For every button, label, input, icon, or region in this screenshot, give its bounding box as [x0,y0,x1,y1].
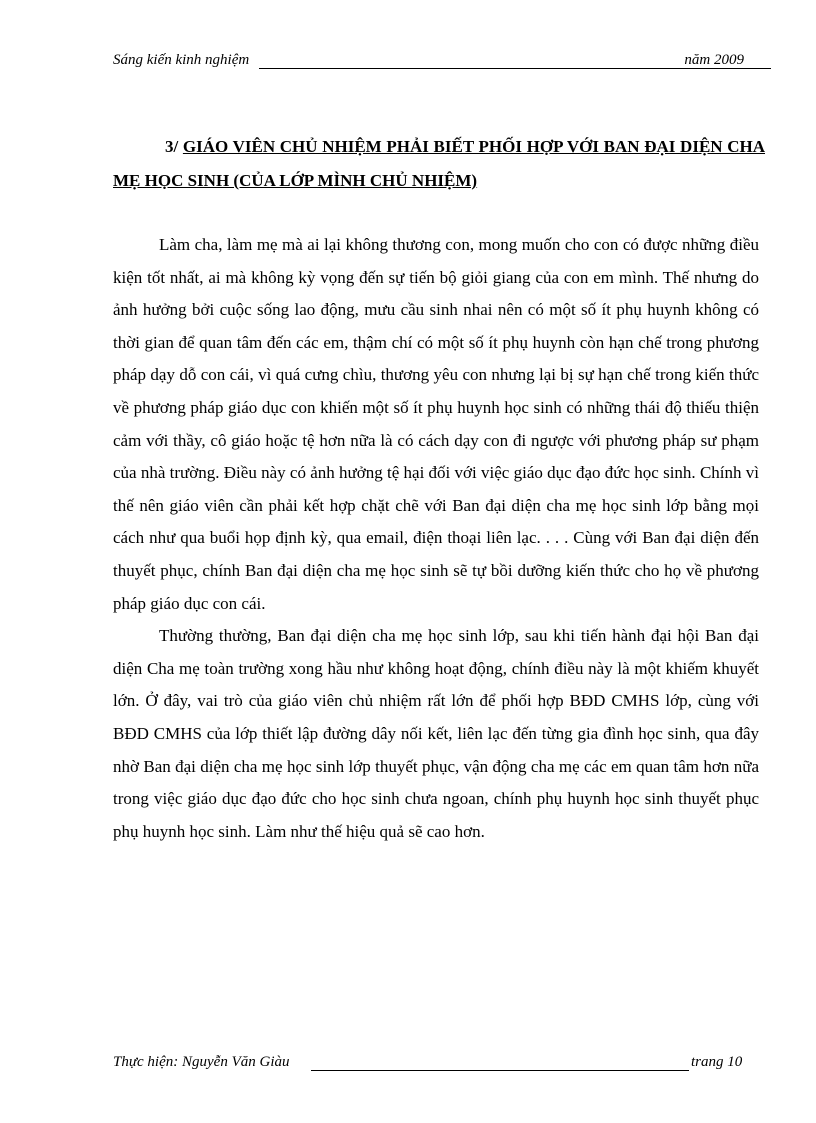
paragraph: Thường thường, Ban đại diện cha mẹ học sinh lớp, sau khi tiến hành đại hội Ban đại diện Cha mẹ toàn trường xong hầu như không hoạt động, chính điều này là một khiếm khuyết lớn. Ở đây, vai trò của giáo viên chủ nhiệm rất lớn để phối hợp BĐD CMHS lớp, cùng với BĐD CMHS của lớp thiết lập đường dây nối kết, liên lạc đến từng gia đình học sinh, qua đây nhờ Ban đại diện cha mẹ học sinh lớp thuyết phục, vận động cha mẹ các em quan tâm hơn nữa trong việc giáo dục đạo đức cho học sinh chưa ngoan, chính phụ huynh học sinh thuyết phục phụ huynh học sinh. Làm như thế hiệu quả sẽ cao hơn. [113,626,759,841]
section-number: 3/ [165,137,179,156]
document-body [113,229,759,848]
section-title [113,130,765,198]
page-header [113,52,748,74]
footer-author: Thực hiện: Nguyễn Văn Giàu [113,1054,290,1070]
page-footer [113,1054,753,1076]
paragraph: Làm cha, làm mẹ mà ai lại không thương con, mong muốn cho con có được những điều kiện tốt nhất, ai mà không kỳ vọng đến sự tiến bộ giỏi giang của con em mình. Thế nhưng do ảnh hưởng bởi cuộc sống lao động, mưu cầu sinh nhai nên có một số ít phụ huynh không có thời gian để quan tâm đến các em, thậm chí có một số ít phụ huynh còn hạn chế trong phương pháp dạy dỗ con cái, vì quá cưng chìu, thương yêu con nhưng lại bị sự hạn chế trong kiến thức về phương pháp giáo dục con khiến một số ít phụ huynh học sinh có những thái độ thiếu thiện cảm với thầy, cô giáo hoặc tệ hơn nữa là có cách dạy con đi ngược với phương pháp sư phạm của nhà trường. Điều này có ảnh hưởng tệ hại đối với việc giáo dục đạo đức học sinh. Chính vì thế nên giáo viên cần phải kết hợp chặt chẽ với Ban đại diện cha mẹ học sinh lớp bằng mọi cách như qua buổi họp định kỳ, qua email, điện thoại liên lạc. . . . Cùng với Ban đại diện đến thuyết phục, chính Ban đại diện cha mẹ học sinh sẽ tự bồi dưỡng kiến thức cho họ về phương pháp giáo dục con cái. [113,235,759,613]
footer-page-number: trang 10 [691,1054,743,1070]
header-year: năm 2009 [684,52,744,68]
section-heading: GIÁO VIÊN CHỦ NHIỆM PHẢI BIẾT PHỐI HỢP VỚI BAN ĐẠI DIỆN CHA MẸ HỌC SINH (CỦA LỚP MÌNH CHỦ NHIỆM) [113,137,766,190]
footer-rule [311,1070,689,1071]
header-document-type: Sáng kiến kinh nghiệm [113,52,250,68]
